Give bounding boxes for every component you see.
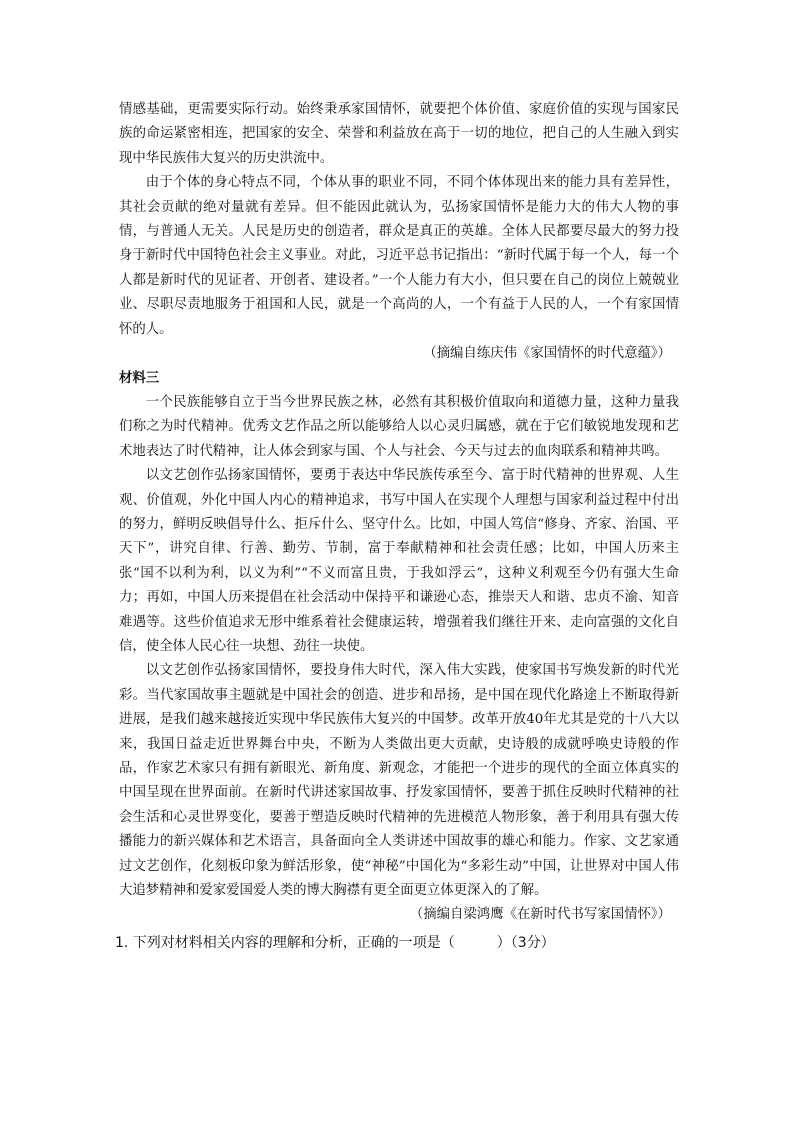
document-page xyxy=(115,98,679,956)
question-1: 1. 下列对材料相关内容的理解和分析，正确的一项是（ ）（3分） xyxy=(115,934,555,951)
source-citation-material-2: （摘编自练庆伟《家国情怀的时代意蕴》） xyxy=(423,346,671,362)
source-citation-material-3: （摘编自梁鸿鹰《在新时代书写家国情怀》） xyxy=(409,907,671,923)
paragraph-4: 以文艺创作弘扬家国情怀，要勇于表达中华民族传承至今、富于时代精神的世界观、人生观、价值观，外化中国人内心的精神追求，书写中国人在实现个人理想与国家利益过程中付出的努力，鲜明反映倡导什么、拒斥什么、坚守什么。比如，中国人笃信“修身、齐家、治国、平天下”，讲究自律、行善、勤劳、节制，富于奉献精神和社会责任感；比如，中国人历来主张“国不以利为利，以义为利”“不义而富且贵，于我如浮云”，这种义利观至今仍有强大生命力；再如，中国人历来提倡在社会活动中保持平和谦逊心态，推崇天人和谐、忠贞不渝、知音难遇等。这些价值追求无形中维系着社会健康运转，增强着我们继往开来、走向富强的文化自信，使全体人民心往一块想、劲往一块使。 xyxy=(119,468,679,654)
paragraph-3: 一个民族能够自立于当今世界民族之林，必然有其积极价值取向和道德力量，这种力量我们称之为时代精神。优秀文艺作品之所以能够给人以心灵归属感，就在于它们敏锐地发现和艺术地表达了时代精神，让人体会到家与国、个人与社会、今天与过去的血肉联系和精神共鸣。 xyxy=(119,394,679,459)
section-heading-material-3: 材料三 xyxy=(119,370,160,387)
paragraph-2: 由于个体的身心特点不同，个体从事的职业不同，不同个体体现出来的能力具有差异性，其社会贡献的绝对量就有差异。但不能因此就认为，弘扬家国情怀是能力大的伟大人物的事情，与普通人无关。人民是历史的创造者，群众是真正的英雄。全体人民都要尽最大的努力投身于新时代中国特色社会主义事业。对此，习近平总书记指出：“新时代属于每一个人，每一个人都是新时代的见证者、开创者、建设者。”一个人能力有大小，但只要在自己的岗位上兢兢业业、尽职尽责地服务于祖国和人民，就是一个高尚的人，一个有益于人民的人，一个有家国情怀的人。 xyxy=(119,175,679,337)
paragraph-5: 以文艺创作弘扬家国情怀，要投身伟大时代，深入伟大实践，使家国书写焕发新的时代光彩。当代家国故事主题就是中国社会的创造、进步和昂扬，是中国在现代化路途上不断取得新进展，是我们越来越接近实现中华民族伟大复兴的中国梦。改革开放40年尤其是党的十八大以来，我国日益走近世界舞台中央，不断为人类做出更大贡献，史诗般的成就呼唤史诗般的作品，作家艺术家只有拥有新眼光、新角度、新观念，才能把一个进步的现代的全面立体真实的中国呈现在世界面前。在新时代讲述家国故事、抒发家国情怀，要善于抓住反映时代精神的社会生活和心灵世界变化，要善于塑造反映时代精神的先进模范人物形象，善于利用具有强大传播能力的新兴媒体和艺术语言，具备面向全人类讲述中国故事的雄心和能力。作家、文艺家通过文艺创作，化刻板印象为鲜活形象，使“神秘”中国化为“多彩生动”中国，让世界对中国人伟大追梦精神和爱家爱国爱人类的博大胸襟有更全面更立体更深入的了解。 xyxy=(119,663,679,898)
paragraph-1: 情感基础，更需要实际行动。始终秉承家国情怀，就要把个体价值、家庭价值的实现与国家民族的命运紧密相连，把国家的安全、荣誉和利益放在高于一切的地位，把自己的人生融入到实现中华民族伟大复兴的历史洪流中。 xyxy=(119,102,679,166)
